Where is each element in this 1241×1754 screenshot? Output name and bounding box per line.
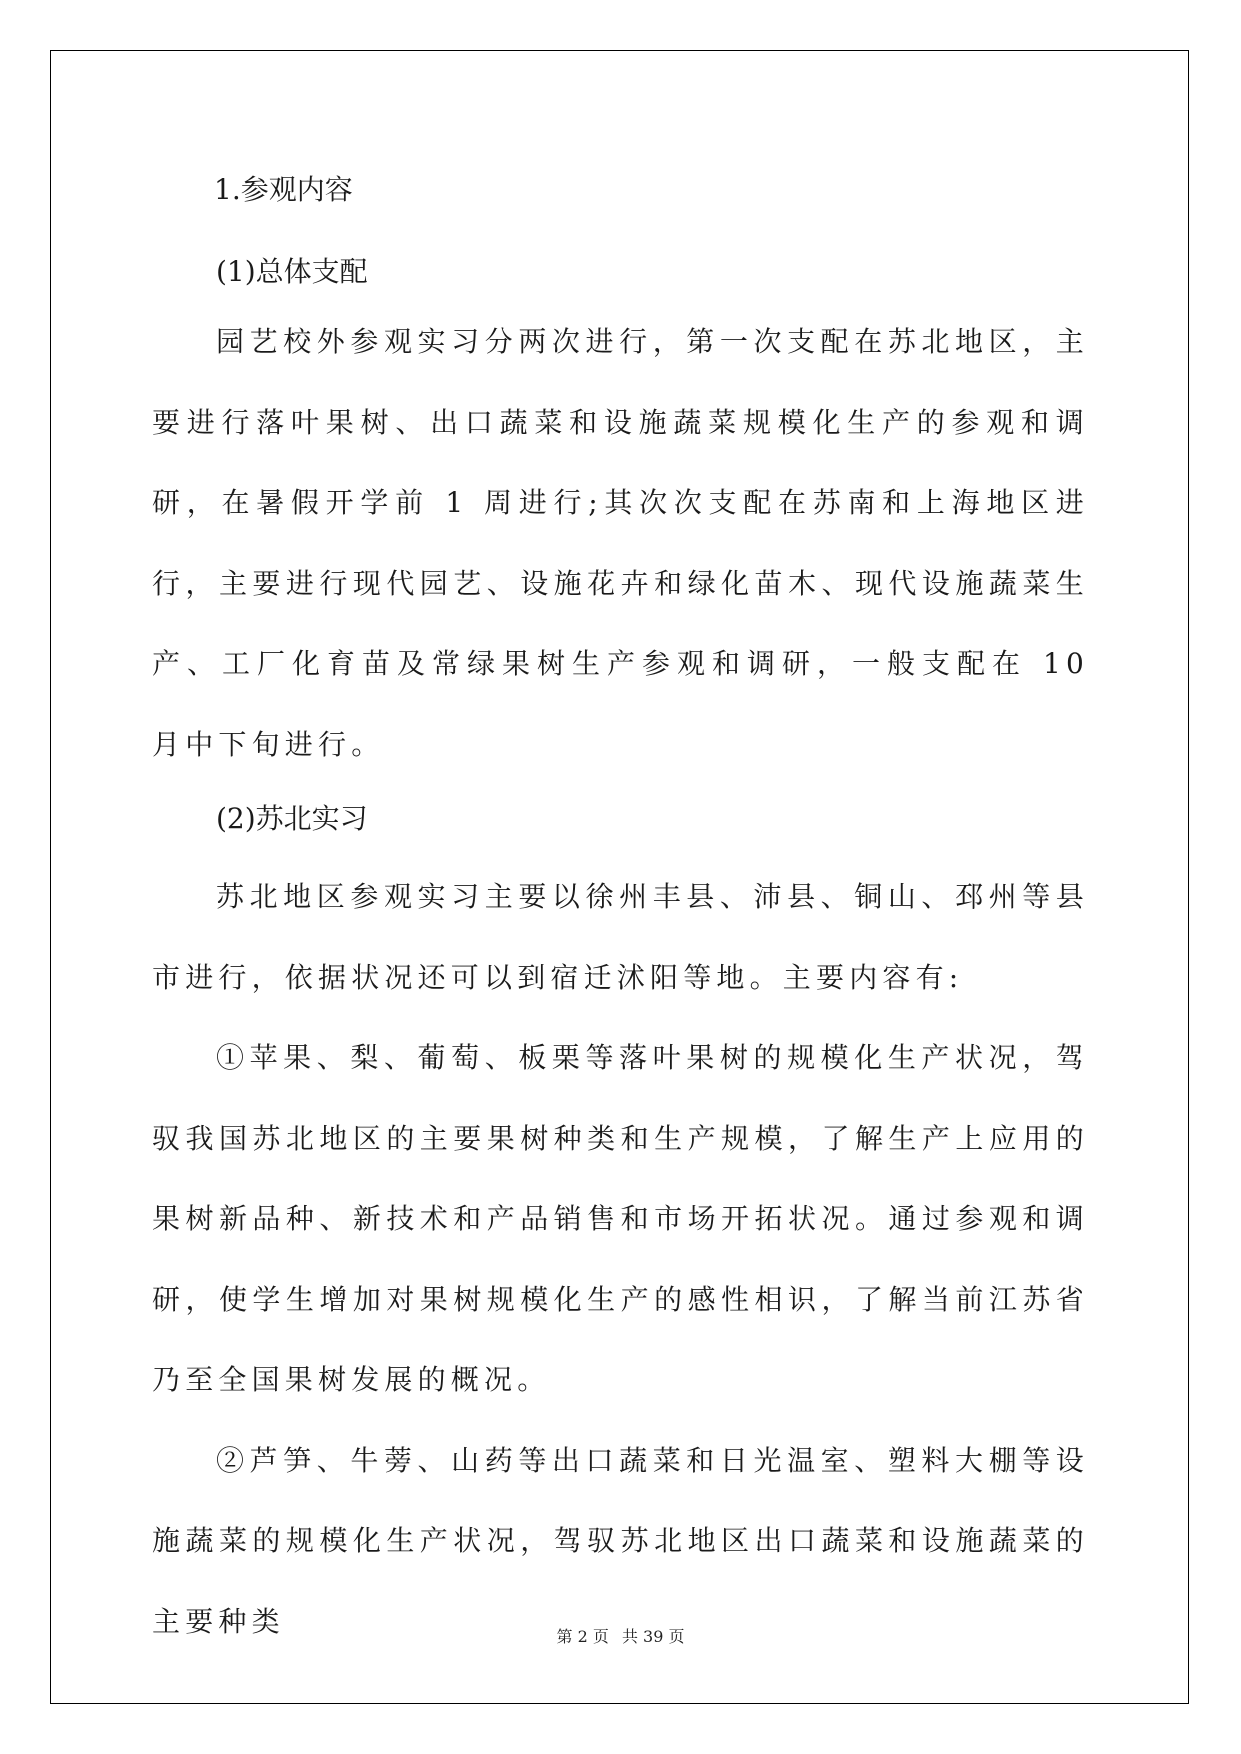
subsection-heading: (1)总体支配 [216,255,368,288]
paragraph: ①苹果、梨、葡萄、板栗等落叶果树的规模化生产状况，驾驭我国苏北地区的主要果树种类和生产规模，了解生产上应用的果树新品种、新技术和产品销售和市场开拓状况。通过参观和调研，使学生增加对果树规模化生产的感性相识，了解当前江苏省乃至全国果树发展的概况。 [152,1041,1089,1396]
page-total: 共 39 页 [621,1627,685,1646]
page-footer [0,1624,1241,1647]
paragraph: 苏北地区参观实习主要以徐州丰县、沛县、铜山、邳州等县市进行，依据状况还可以到宿迁沭阳等地。主要内容有: [152,880,1089,994]
document-body [152,160,1089,1662]
paragraph: 园艺校外参观实习分两次进行，第一次支配在苏北地区，主要进行落叶果树、出口蔬菜和设施蔬菜规模化生产的参观和调研，在暑假开学前 1 周进行;其次次支配在苏南和上海地区进行，主要进行现代园艺、设施花卉和绿化苗木、现代设施蔬菜生产、工厂化育苗及常绿果树生产参观和调研，一般支配在 10 月中下旬进行。 [152,325,1089,761]
page-number: 第 2 页 [556,1627,609,1646]
section-heading: 1.参观内容 [214,173,353,206]
paragraph: ②芦笋、牛蒡、山药等出口蔬菜和日光温室、塑料大棚等设施蔬菜的规模化生产状况，驾驭苏北地区出口蔬菜和设施蔬菜的主要种类 [152,1443,1089,1638]
subsection-heading: (2)苏北实习 [216,802,368,835]
